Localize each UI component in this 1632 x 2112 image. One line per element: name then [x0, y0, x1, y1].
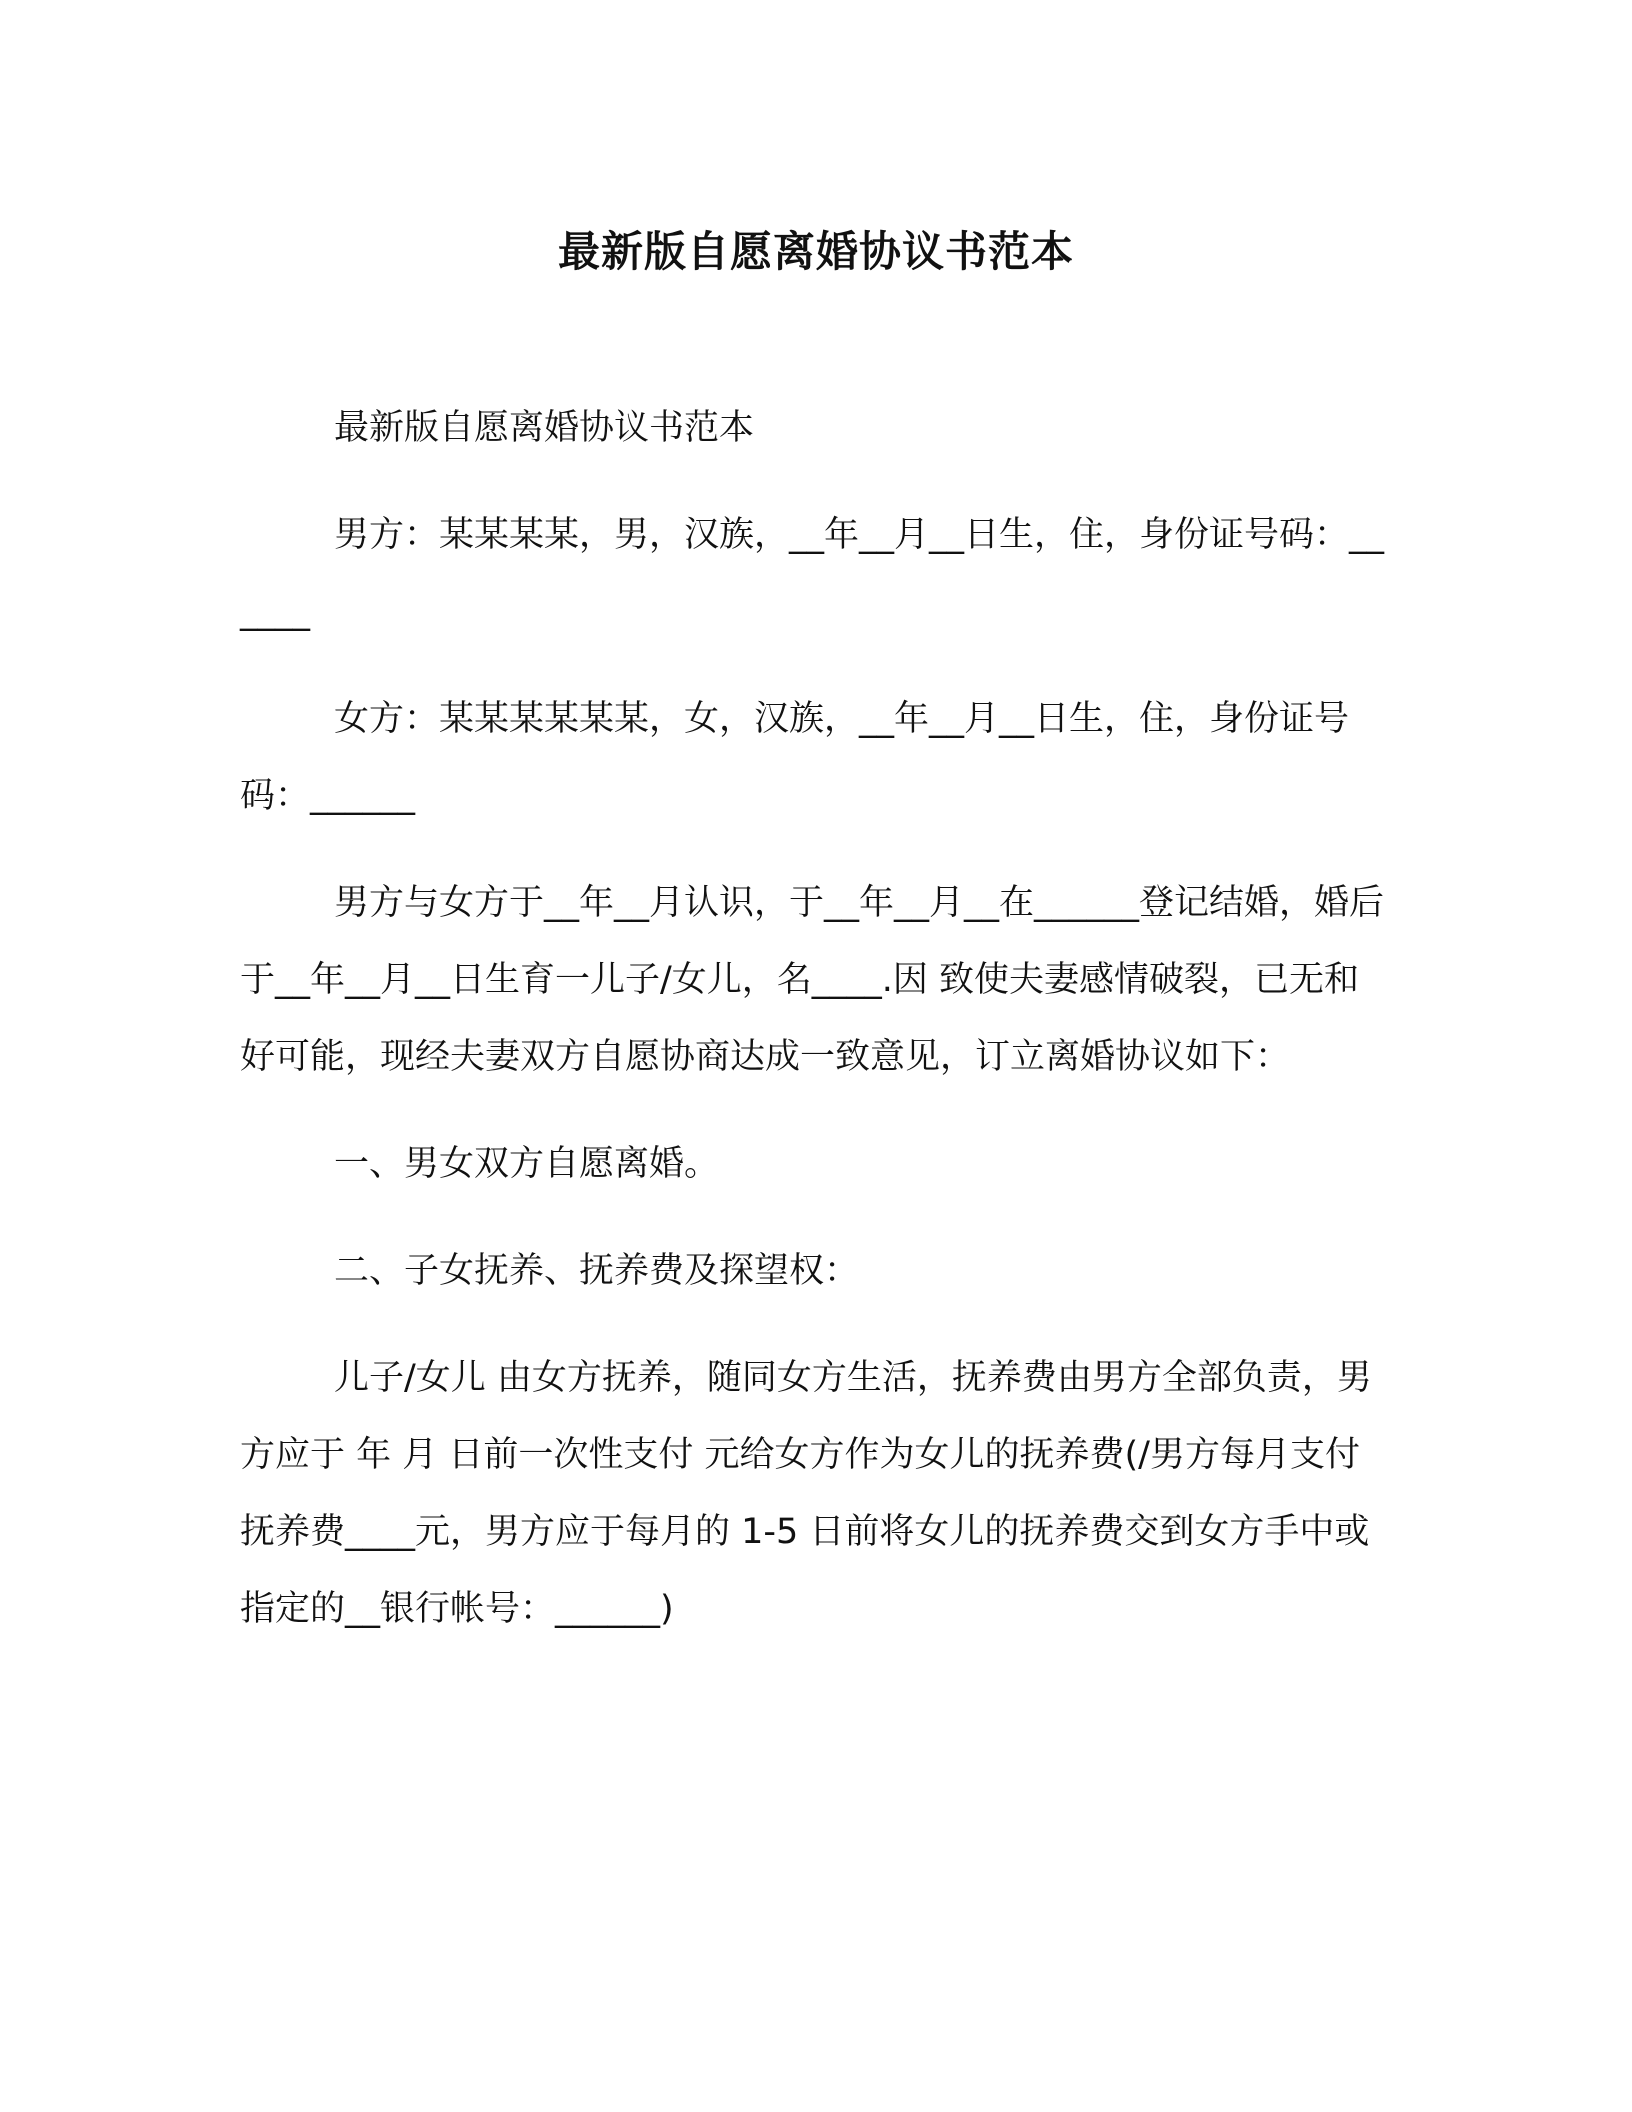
- document-body: [240, 390, 1390, 1678]
- document-title: 最新版自愿离婚协议书范本: [557, 227, 1074, 276]
- paragraph-child-support: 儿子/女儿 由女方抚养，随同女方生活，抚养费由男方全部负责，男方应于 年 月 日前一次性支付 元给女方作为女儿的抚养费(/男方每月支付抚养费____元，男方应于每月的 1-5 日前将女儿的抚养费交到女方手中或指定的__银行帐号：______): [240, 1358, 1372, 1629]
- paragraph-clause-2: 二、子女抚养、抚养费及探望权：: [334, 1251, 860, 1291]
- paragraph-female-party: 女方：某某某某某某，女，汉族，__年__月__日生，住，身份证号码：______: [240, 699, 1350, 816]
- paragraph-subtitle: 最新版自愿离婚协议书范本: [334, 408, 755, 448]
- paragraph-male-party: 男方：某某某某，男，汉族，__年__月__日生，住，身份证号码：______: [240, 515, 1385, 632]
- paragraph-clause-1: 一、男女双方自愿离婚。: [334, 1144, 720, 1184]
- paragraph-background: 男方与女方于__年__月认识，于__年__月__在______登记结婚，婚后于__年__月__日生育一儿子/女儿，名____.因 致使夫妻感情破裂，已无和好可能，现经夫妻双方自愿协商达成一致意见，订立离婚协议如下：: [240, 883, 1385, 1077]
